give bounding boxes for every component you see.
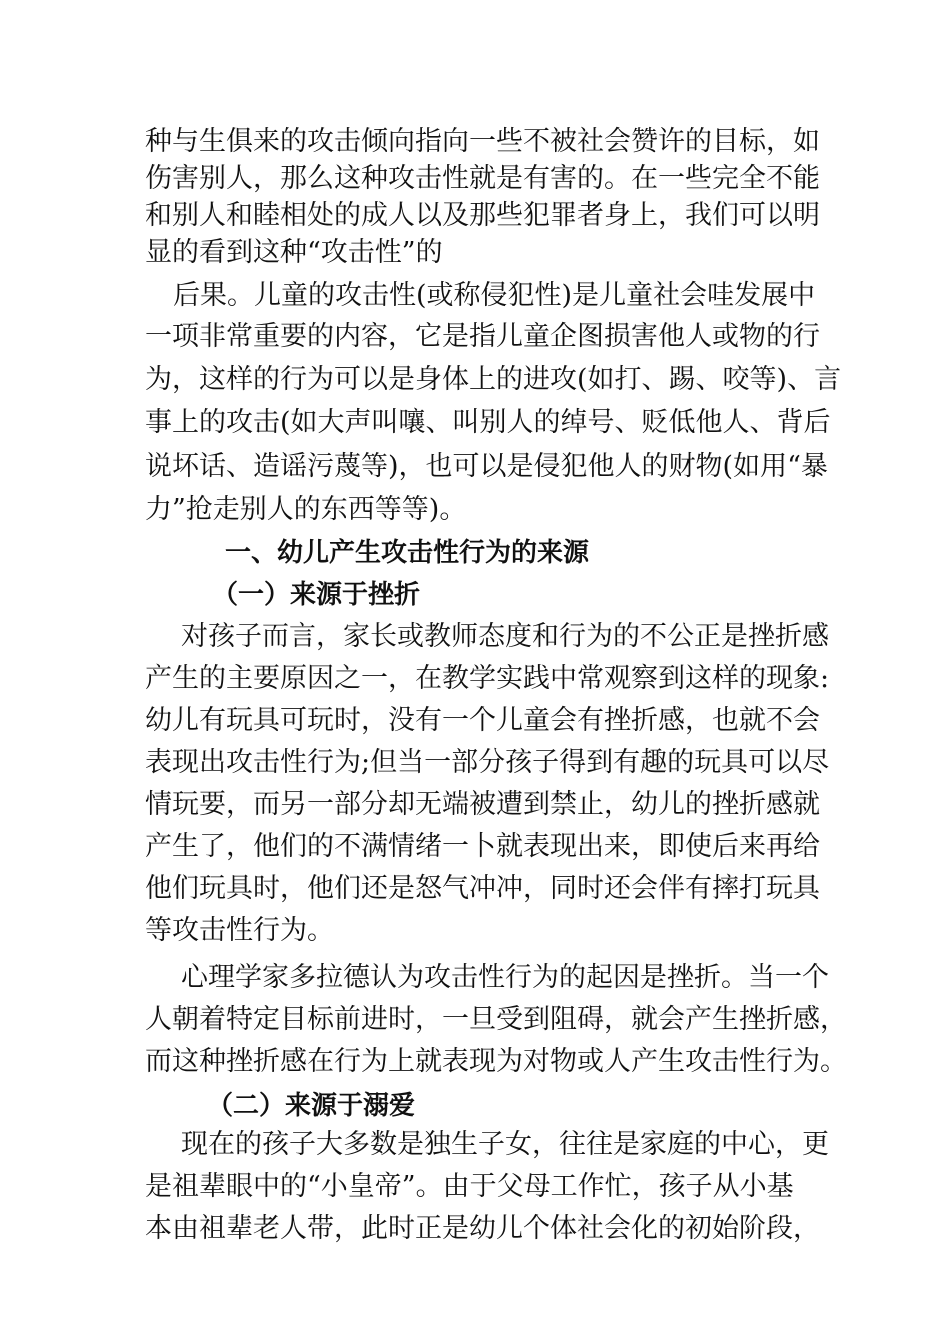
paragraph-line: 后果。儿童的攻击性(或称侵犯性)是儿童社会哇发展中 [173,280,816,311]
paragraph-line: 说坏话、造谣污蔑等)，也可以是侵犯他人的财物(如用“暴 [145,451,828,482]
paragraph-line: 一项非常重要的内容，它是指儿童企图损害他人或物的行 [145,321,820,352]
paragraph-line: 表现出攻击性行为;但当一部分孩子得到有趣的玩具可以尽 [145,747,830,778]
paragraph-line: 事上的攻击(如大声叫嚷、叫别人的绰号、贬低他人、背后 [145,407,831,438]
paragraph-line: 而这种挫折感在行为上就表现为对物或人产生攻击性行为。 [145,1046,847,1077]
paragraph-line: 情玩要，而另一部分却无端被遭到禁止，幼儿的挫折感就 [145,789,820,820]
subsection-heading: （一）来源于挫折 [212,580,421,610]
paragraph-line: 他们玩具时，他们还是怒气冲冲，同时还会伴有摔打玩具 [145,873,820,904]
paragraph-line: 现在的孩子大多数是独生子女，往往是家庭的中心，更 [181,1129,829,1160]
paragraph-line: 幼儿有玩具可玩时，没有一个儿童会有挫折感，也就不会 [145,705,820,736]
paragraph-line: 伤害别人，那么这种攻击性就是有害的。在一些完全不能 [145,163,820,194]
subsection-heading: （二）来源于溺爱 [207,1091,416,1121]
paragraph-line: 对孩子而言，家长或教师态度和行为的不公正是挫折感 [181,621,829,652]
paragraph-line: 是祖辈眼中的“小皇帝”。由于父母工作忙，孩子从小基 [145,1171,794,1202]
paragraph-line: 显的看到这种“攻击性”的 [145,237,443,268]
paragraph-line: 等攻击性行为。 [145,915,334,946]
paragraph-line: 力”抢走别人的东西等等)。 [145,494,467,525]
paragraph-line: 种与生俱来的攻击倾向指向一些不被社会赞许的目标，如 [145,126,820,157]
paragraph-line: 产生了，他们的不满情绪一卜就表现出来，即使后来再给 [145,831,820,862]
paragraph-line: 人朝着特定目标前进时，一旦受到阻碍，就会产生挫折感， [145,1004,847,1035]
paragraph-line: 为，这样的行为可以是身体上的进攻(如打、踢、咬等)、言 [145,364,842,395]
paragraph-line: 和别人和睦相处的成人以及那些犯罪者身上，我们可以明 [145,200,820,231]
paragraph-line: 心理学家多拉德认为攻击性行为的起因是挫折。当一个 [181,962,829,993]
paragraph-line: 产生的主要原因之一，在教学实践中常观察到这样的现象: [145,663,830,694]
paragraph-line: 本由祖辈老人带，此时正是幼儿个体社会化的初始阶段， [145,1213,820,1244]
section-heading: 一、幼儿产生攻击性行为的来源 [225,538,590,568]
